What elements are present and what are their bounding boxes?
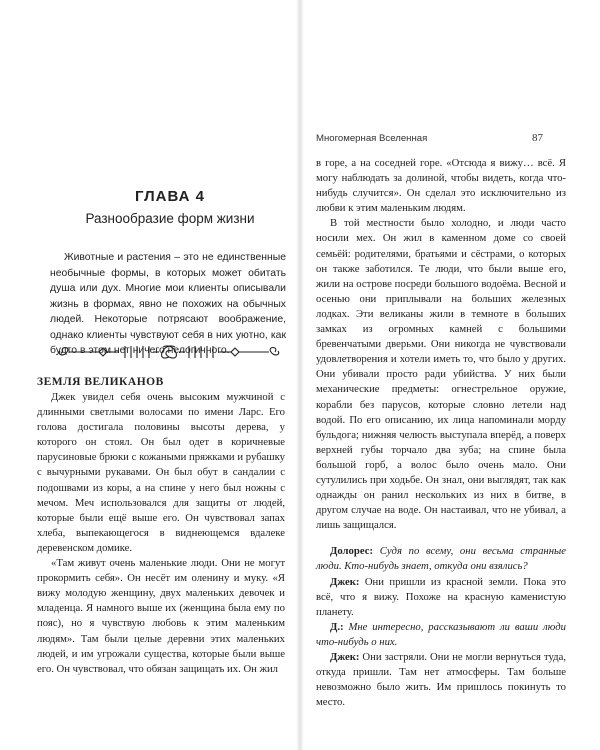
paragraph: в горе, а на соседней горе. «Отсюда я вижу… всё. Я могу наблюдать за долиной, чтобы видеть, когда что-нибудь случится». Он сделал это исключительно из любви к этим маленьким людям. — [316, 157, 566, 215]
ornamental-divider-icon — [55, 343, 283, 361]
speaker-name: Джек: — [330, 651, 360, 663]
paragraph: В той местности было холодно, и люди часто носили мех. Он жил в каменном доме со своей семьёй: родителями, братьями и сёстрами, о которых он также заботился. Те люди, что были выше его, жили на острове посреди большого водоёма. Весной и осенью они приплывали на больших железных лодках. Эти великаны жили в темноте в больших замках из огромных камней с большими бревенчатыми дверьми. Они никогда не чувствовали удовлетворения и хотели иметь то, что было у других. Они убивали просто ради убийства. У них были механические предметы: огнестрельное оружие, корабли без парусов, которые словно летели над водой. По его описанию, их лица напоминали морду бульдога; нижняя челюсть выступала вперёд, а поверх верхней губы торчало два зуба; на спине была большой горб, а волос было очень мало. Они сутулились при ходьбе. Он знал, они выглядят, так как однажды он ранил нескольких из них в битве, в другом случае на воде. Он настаивал, что не убивал, а лишь защищался. — [316, 217, 566, 532]
dialogue-text: Они застряли. Они не могли вернуться туда, откуда пришли. Там нет атмосферы. Там больше невозможно было жить. Им пришлось покинуть то место. — [316, 651, 567, 709]
dialogue-line — [316, 650, 566, 710]
dialogue-line — [316, 544, 566, 574]
right-page-body — [316, 156, 566, 710]
speaker-name: Джек: — [330, 575, 360, 588]
chapter-subtitle: Разнообразие форм жизни — [85, 211, 255, 226]
paragraph: Джек увидел себя очень высоким мужчиной с длинными светлыми волосами по имени Ларс. Его голова достигала половины высоты дерева, у которого он стоял. Он был одет в коричневые парусиновые брюки с кожаными пряжками и рубашку с вычурными рукавами. Он был обут в сандалии с подошвами из коры, а на спине у него был ножны с мечом. Меч использовался для защиты от людей, которые были ещё выше его. Он чувствовал запах хлеба, выпекающегося в виднеющемся вдалеке деревенском домике. — [37, 391, 285, 554]
dialogue-text: Они пришли из красной земли. Пока это всё, что я вижу. Похоже на красную каменистую планету. — [316, 575, 566, 618]
chapter-intro: Животные и растения – это не единственные необычные формы, в которых может обитать душа или дух. Многие мои клиенты описывали жизнь в формах, явно не похожих на обычных людей. Некоторые потрясают воображение, однако клиенты чувствуют себя в них уютно, как будто в этом нет ничего нелогичного. — [50, 252, 286, 356]
dialogue-text: Мне интересно, рассказывают ли ваши люди что-нибудь о них. — [316, 620, 566, 648]
book-gutter — [296, 0, 304, 750]
speaker-name: Д.: — [330, 620, 344, 633]
dialogue-text: Судя по всему, они весьма странные люди. Кто-нибудь знает, откуда они взялись? — [316, 545, 567, 573]
running-head: Многомерная Вселенная — [316, 133, 428, 144]
left-page-body — [37, 376, 285, 677]
dialogue-line — [316, 575, 566, 620]
dialogue-line — [316, 620, 566, 650]
section-title: ЗЕМЛЯ ВЕЛИКАНОВ — [37, 376, 164, 388]
chapter-title: ГЛАВА 4 — [135, 188, 205, 205]
speaker-name: Долорес: — [330, 545, 374, 558]
dialogue — [316, 544, 566, 710]
paragraph: «Там живут очень маленькие люди. Они не могут прокормить себя». Он несёт им оленину и муку. «Я вижу молодую женщину, двух маленьких девочек и младенца. Я намного выше их (женщина была ему по пояс), но я чувствую любовь к этим маленьким людям». Там были целые деревни этих маленьких людей, и им угрожали существа, которые были выше его. Он чувствовал, что обязан защищать их. Он жил — [37, 557, 285, 675]
page-number: 87 — [532, 132, 543, 144]
